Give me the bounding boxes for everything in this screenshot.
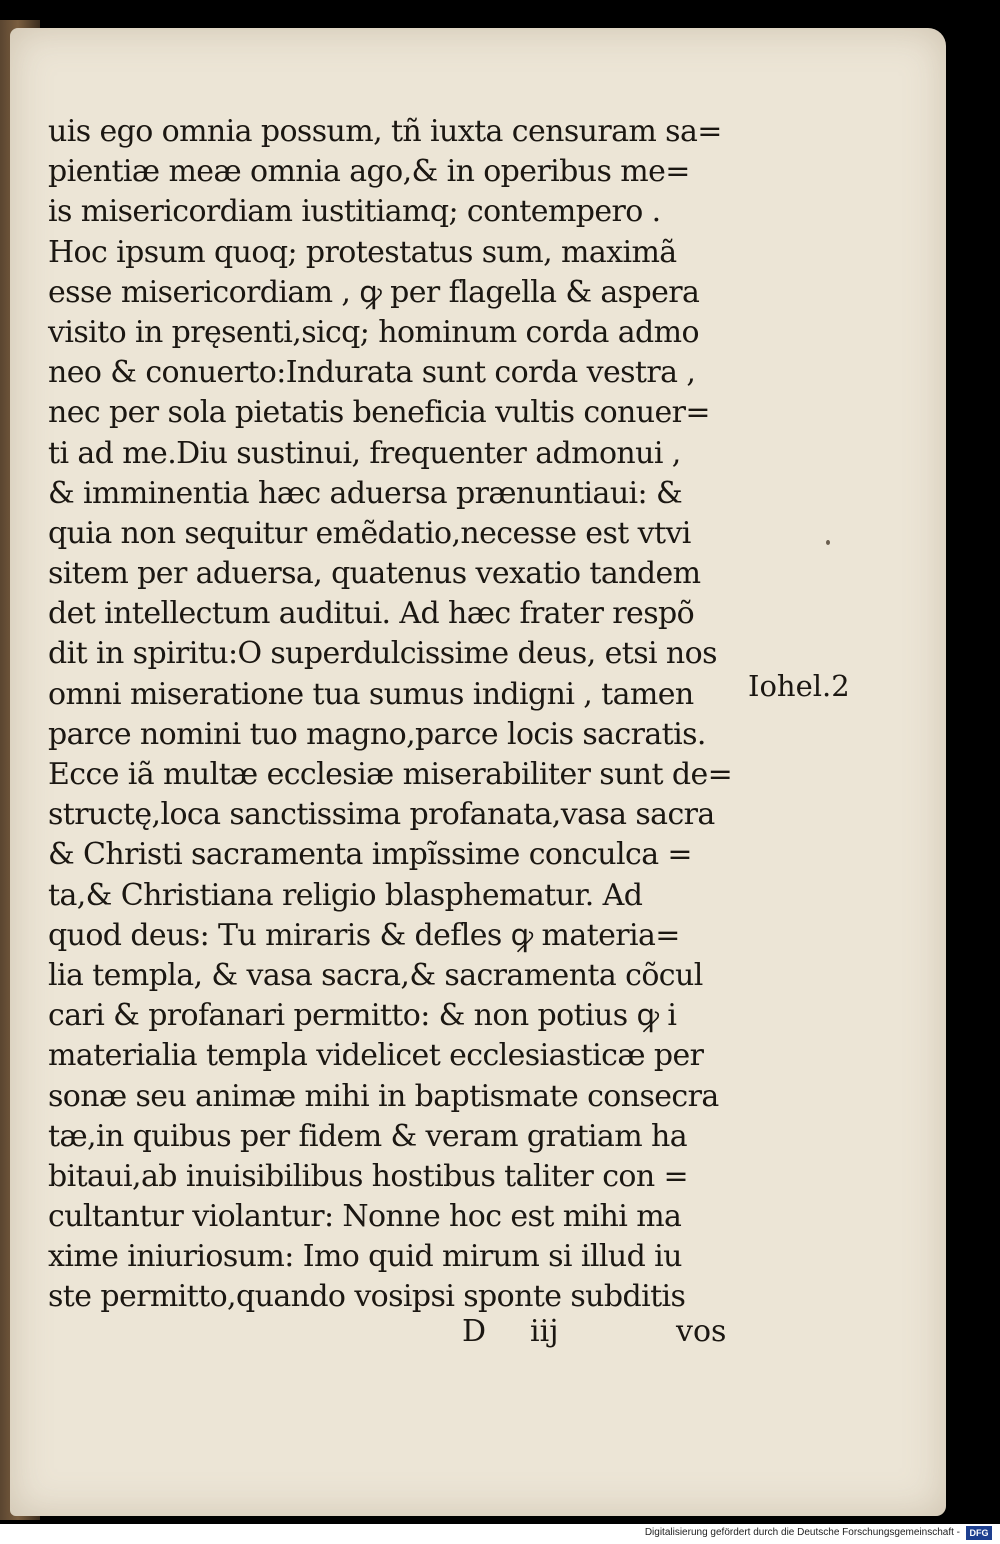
text-line: parce nomini tuo magno,parce locis sacratis. [48,716,706,752]
paper-speck [826,540,830,545]
text-line: ste permitto,quando vosipsi sponte subditis [48,1279,686,1315]
text-line: cultantur violantur: Nonne hoc est mihi ma [48,1199,682,1235]
text-line: & imminentia hæc aduersa prænuntiaui: & [48,475,683,511]
funding-credit: Digitalisierung gefördert durch die Deutsche Forschungsgemeinschaft - [644,1527,960,1538]
text-line: quia non sequitur emẽdatio,necesse est vtvi [48,515,691,551]
signature-number: iij [530,1314,559,1349]
text-line: lia templa, & vasa sacra,& sacramenta cõcul [48,957,703,993]
text-line: is misericordiam iustitiamq; contempero . [48,194,661,230]
text-line: materialia templa videlicet ecclesiasticæ per [48,1038,704,1074]
text-line: structę,loca sanctissima profanata,vasa sacra [48,797,715,833]
text-line: cari & profanari permitto: & non potius ꝙ i [48,998,677,1034]
text-line: uis ego omnia possum, tñ iuxta censuram sa= [48,114,722,149]
text-line: tæ,in quibus per fidem & veram gratiam ha [48,1118,688,1154]
text-line: sitem per aduersa, quatenus vexatio tandem [48,556,701,592]
text-line: xime iniuriosum: Imo quid mirum si illud iu [48,1239,682,1275]
text-line: esse misericordiam , ꝙ per flagella & aspera [48,274,700,310]
text-line: ti ad me.Diu sustinui, frequenter admonui , [48,435,681,471]
text-line: quod deus: Tu miraris & defles ꝙ materia= [48,917,680,953]
text-line: dit in spiritu:O superdulcissime deus, etsi nos [48,636,717,672]
signature-mark: D [462,1314,487,1349]
text-line: Hoc ipsum quoq; protestatus sum, maximã [48,234,677,270]
dfg-logo-icon: DFG [966,1526,992,1540]
page-foot-line [462,1312,752,1352]
text-line: det intellectum auditui. Ad hæc frater respõ [48,596,695,632]
text-line: sonæ seu animæ mihi in baptismate consecra [48,1078,719,1114]
text-line: neo & conuerto:Indurata sunt corda vestra , [48,355,696,391]
text-line: Ecce iã multæ ecclesiæ miserabiliter sunt de= [48,757,733,792]
text-line: pientiæ meæ omnia ago,& in operibus me= [48,154,690,190]
text-line: ta,& Christiana religio blasphematur. Ad [48,877,643,913]
text-line: bitaui,ab inuisibilibus hostibus taliter con = [48,1158,689,1194]
marginal-note: Iohel.2 [748,669,850,703]
main-text-block [48,112,768,1318]
text-line: & Christi sacramenta impĩssime conculca = [48,837,692,873]
digitization-footer [0,1524,1000,1544]
text-line: omni miseratione tua sumus indigni , tamen [48,676,694,712]
catchword: vos [676,1314,727,1349]
text-line: nec per sola pietatis beneficia vultis conuer= [48,395,710,431]
text-line: visito in pręsenti,sicq; hominum corda admo [48,314,699,350]
